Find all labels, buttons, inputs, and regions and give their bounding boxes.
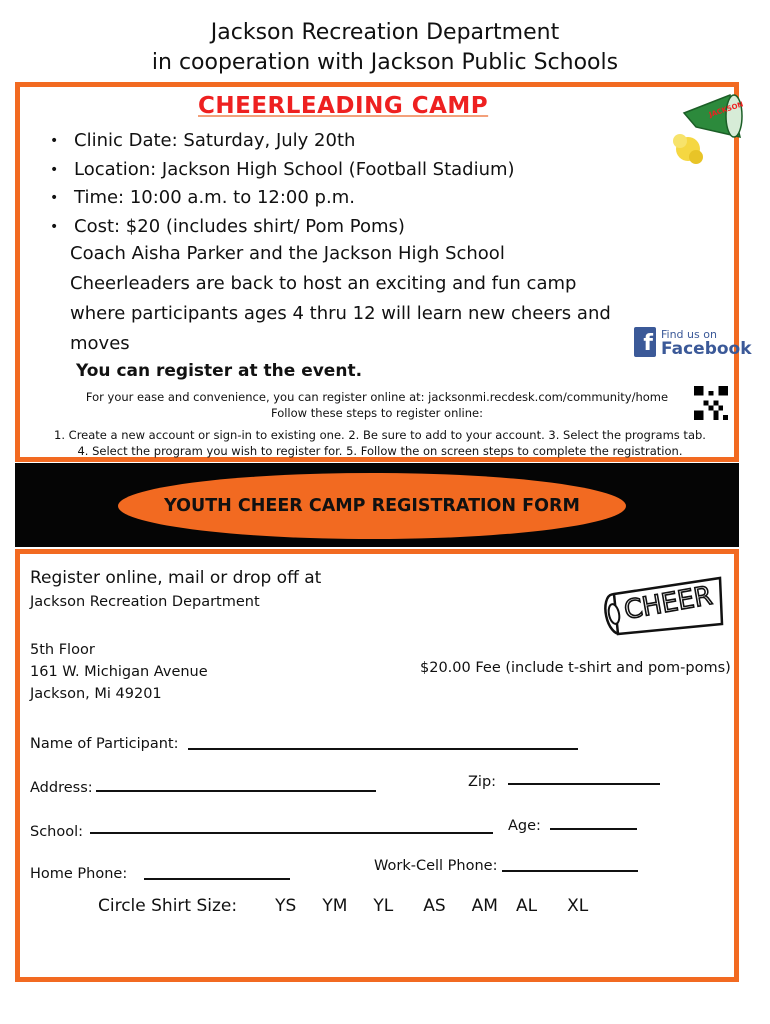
home-phone-label: Home Phone: — [30, 866, 128, 882]
steps-line: 1. Create a new account or sign-in to existing one. 2. Be sure to add to your account. 3. Select the programs tab. — [54, 428, 706, 442]
cheer-megaphone-icon — [598, 572, 726, 642]
qr-code-icon[interactable] — [694, 386, 728, 420]
register-at-event: You can register at the event. — [76, 361, 363, 381]
address-input-line[interactable] — [96, 790, 376, 792]
address-floor: 5th Floor — [30, 642, 95, 658]
detail-clinic-date: • Clinic Date: Saturday, July 20th — [50, 127, 515, 156]
zip-label: Zip: — [468, 774, 497, 790]
age-input-line[interactable] — [550, 828, 637, 830]
detail-cost: • Cost: $20 (includes shirt/ Pom Poms) — [50, 213, 515, 242]
form-title: YOUTH CHEER CAMP REGISTRATION FORM — [164, 496, 580, 516]
facebook-icon: f — [634, 327, 656, 357]
header-line-2: in cooperation with Jackson Public Schools — [151, 50, 619, 75]
camp-description — [70, 239, 650, 359]
work-phone-input-line[interactable] — [502, 870, 638, 872]
register-instructions: Register online, mail or drop off at — [30, 568, 322, 588]
school-label: School: — [30, 824, 84, 840]
facebook-name-label: Facebook — [661, 339, 752, 359]
camp-title: CHEERLEADING CAMP — [198, 93, 489, 119]
detail-location: • Location: Jackson High School (Football Stadium) — [50, 156, 515, 185]
form-title-oval — [118, 473, 626, 539]
online-steps-heading: Follow these steps to register online: — [270, 406, 483, 420]
description-line: where participants ages 4 thru 12 will learn new cheers and — [70, 303, 611, 324]
size-option[interactable]: YL — [373, 896, 394, 916]
size-option[interactable]: AL — [515, 896, 538, 916]
department-name: Jackson Recreation Department — [30, 594, 260, 610]
shirt-size-label: Circle Shirt Size: — [98, 896, 238, 916]
description-line: moves — [70, 333, 130, 354]
online-registration-text: For your ease and convenience, you can register online at: jacksonmi.recdesk.com/community/home — [85, 390, 669, 404]
age-label: Age: — [508, 818, 541, 834]
camp-info-box — [15, 82, 752, 462]
detail-time: • Time: 10:00 a.m. to 12:00 p.m. — [50, 184, 515, 213]
zip-input-line[interactable] — [508, 783, 660, 785]
participant-input-line[interactable] — [188, 748, 578, 750]
fee-text: $20.00 Fee (include t-shirt and pom-poms) — [420, 660, 731, 676]
size-option[interactable]: YS — [275, 896, 297, 916]
page-header — [0, 18, 770, 78]
megaphone-pompom-icon — [670, 91, 746, 167]
size-option[interactable]: YM — [322, 896, 348, 916]
megaphone-text: JACKSON — [708, 100, 745, 119]
cheer-logo-text: CHEER — [622, 580, 715, 626]
facebook-find-label: Find us on — [661, 328, 717, 341]
camp-details-list — [50, 127, 515, 241]
description-line: Coach Aisha Parker and the Jackson High School — [70, 243, 505, 264]
address-street: 161 W. Michigan Avenue — [30, 664, 208, 680]
size-option[interactable]: AM — [471, 896, 498, 916]
registration-form — [15, 549, 739, 982]
size-option[interactable]: AS — [423, 896, 446, 916]
work-phone-label: Work-Cell Phone: — [374, 858, 498, 874]
address-city: Jackson, Mi 49201 — [30, 686, 162, 702]
description-line: Cheerleaders are back to host an exciting and fun camp — [70, 273, 577, 294]
address-label: Address: — [30, 780, 93, 796]
steps-line: 4. Select the program you wish to register for. 5. Follow the on screen steps to complete the registration. — [77, 444, 683, 458]
shirt-size-row — [98, 896, 614, 916]
facebook-badge[interactable] — [634, 327, 752, 357]
size-option[interactable]: XL — [567, 896, 589, 916]
home-phone-input-line[interactable] — [144, 878, 290, 880]
school-input-line[interactable] — [90, 832, 493, 834]
header-line-1: Jackson Recreation Department — [210, 20, 560, 45]
registration-steps — [30, 427, 730, 459]
participant-label: Name of Participant: — [30, 736, 179, 752]
form-title-band — [15, 463, 739, 547]
